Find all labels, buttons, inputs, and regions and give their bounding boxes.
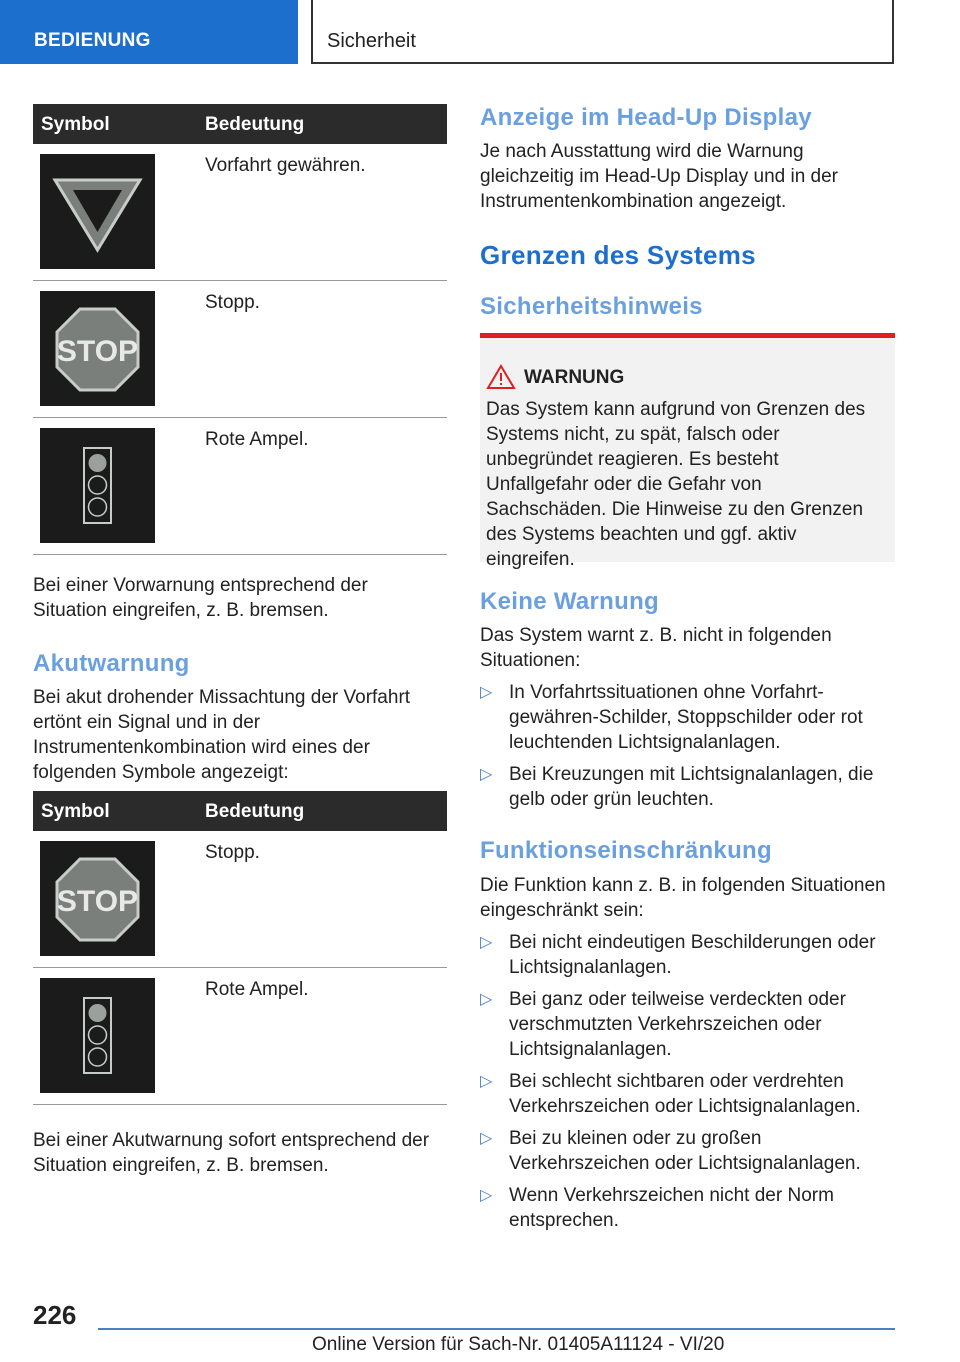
meaning-text: Vorfahrt gewähren.	[205, 155, 366, 176]
col-symbol: Symbol	[41, 801, 110, 822]
table-header	[33, 791, 447, 831]
no-warning-text: Das System warnt z. B. nicht in folgenden Situationen:	[480, 625, 832, 671]
heading-hud: Anzeige im Head-Up Display	[480, 104, 812, 131]
acute-instruction: Bei einer Akutwarnung sofort entsprechend der Situation eingreifen, z. B. bremsen.	[33, 1130, 430, 1176]
symbol-table-acute	[33, 791, 447, 1105]
footer-divider	[98, 1328, 895, 1330]
restriction-text: Die Funktion kann z. B. in folgenden Situationen eingeschränkt sein:	[480, 875, 886, 921]
stop-sign-icon	[40, 291, 155, 406]
list-item-text: Wenn Verkehrszeichen nicht der Norm entsprechen.	[509, 1185, 834, 1231]
heading-akutwarnung: Akutwarnung	[33, 650, 190, 677]
table-row	[33, 281, 447, 418]
table-row	[33, 418, 447, 555]
no-warning-list	[480, 680, 895, 812]
meaning-text: Stopp.	[205, 292, 260, 313]
akutwarnung-text: Bei akut drohender Missachtung der Vorfahrt ertönt ein Signal und in der Instrumentenkombination wird eines der folgenden Symbole angezeigt:	[33, 687, 411, 783]
list-item	[480, 1069, 895, 1119]
yield-sign-icon	[40, 154, 155, 269]
list-item-text: In Vorfahrtssituationen ohne Vorfahrt-gewähren-Schilder, Stoppschilder oder rot leuchtenden Lichtsignalanlagen.	[509, 682, 863, 753]
prewarning-instruction: Bei einer Vorwarnung entsprechend der Situation eingreifen, z. B. bremsen.	[33, 575, 368, 621]
list-item-text: Bei ganz oder teilweise verdeckten oder verschmutzten Verkehrszeichen oder Lichtsignalanlagen.	[509, 989, 846, 1060]
red-traffic-light-icon	[40, 978, 155, 1093]
list-item	[480, 762, 895, 812]
section-tab	[0, 0, 298, 64]
topic-label: Sicherheit	[327, 30, 416, 52]
topic-tab	[311, 0, 894, 64]
list-item-text: Bei Kreuzungen mit Lichtsignalanlagen, die gelb oder grün leuchten.	[509, 764, 874, 810]
red-traffic-light-icon	[40, 428, 155, 543]
list-item-text: Bei nicht eindeutigen Beschilderungen oder Lichtsignalanlagen.	[509, 932, 876, 978]
heading-no-warning: Keine Warnung	[480, 588, 660, 615]
meaning-text: Rote Ampel.	[205, 979, 309, 1000]
list-item	[480, 1126, 895, 1176]
stop-sign-text: STOP	[56, 335, 139, 368]
table-row	[33, 968, 447, 1105]
section-label: BEDIENUNG	[34, 30, 151, 51]
footer-text: Online Version für Sach-Nr. 01405A11124 - VI/20	[312, 1334, 725, 1355]
bullet-triangle-icon: ▷	[480, 1073, 493, 1090]
list-item-text: Bei schlecht sichtbaren oder verdrehten Verkehrszeichen oder Lichtsignalanlagen.	[509, 1071, 861, 1117]
heading-limits: Grenzen des Systems	[480, 240, 756, 270]
table-header	[33, 104, 447, 144]
bullet-triangle-icon: ▷	[480, 1130, 493, 1147]
warning-box	[480, 333, 895, 570]
warning-title: WARNUNG	[524, 367, 625, 388]
list-item	[480, 680, 895, 755]
symbol-table-prewarning	[33, 104, 447, 555]
bullet-triangle-icon: ▷	[480, 766, 493, 783]
bullet-triangle-icon: ▷	[480, 1187, 493, 1204]
page-number: 226	[33, 1300, 77, 1330]
list-item	[480, 1183, 895, 1233]
stop-sign-text: STOP	[56, 885, 139, 918]
hud-text: Je nach Ausstattung wird die Warnung gleichzeitig im Head-Up Display und in der Instrumentenkombination angezeigt.	[480, 141, 839, 212]
stop-sign-icon	[40, 841, 155, 956]
list-item-text: Bei zu kleinen oder zu großen Verkehrszeichen oder Lichtsignalanlagen.	[509, 1128, 861, 1174]
restriction-list	[480, 930, 895, 1233]
bullet-triangle-icon: ▷	[480, 991, 493, 1008]
col-meaning: Bedeutung	[205, 114, 305, 135]
warning-triangle-icon	[486, 364, 516, 395]
table-row	[33, 831, 447, 968]
meaning-text: Rote Ampel.	[205, 429, 309, 450]
meaning-text: Stopp.	[205, 842, 260, 863]
bullet-triangle-icon: ▷	[480, 684, 493, 701]
col-symbol: Symbol	[41, 114, 110, 135]
table-row	[33, 144, 447, 281]
bullet-triangle-icon: ▷	[480, 934, 493, 951]
list-item	[480, 930, 895, 980]
list-item	[480, 987, 895, 1062]
warning-text: Das System kann aufgrund von Grenzen des Systems nicht, zu spät, falsch oder unbegründet reagieren. Es besteht Unfallgefahr oder die Gefahr von Sachschäden. Die Hinweise zu den Grenzen des Systems beachten und ggf. aktiv eingreifen.	[486, 399, 866, 570]
heading-restriction: Funktionseinschränkung	[480, 837, 772, 864]
col-meaning: Bedeutung	[205, 801, 305, 822]
heading-safety-note: Sicherheitshinweis	[480, 293, 703, 320]
